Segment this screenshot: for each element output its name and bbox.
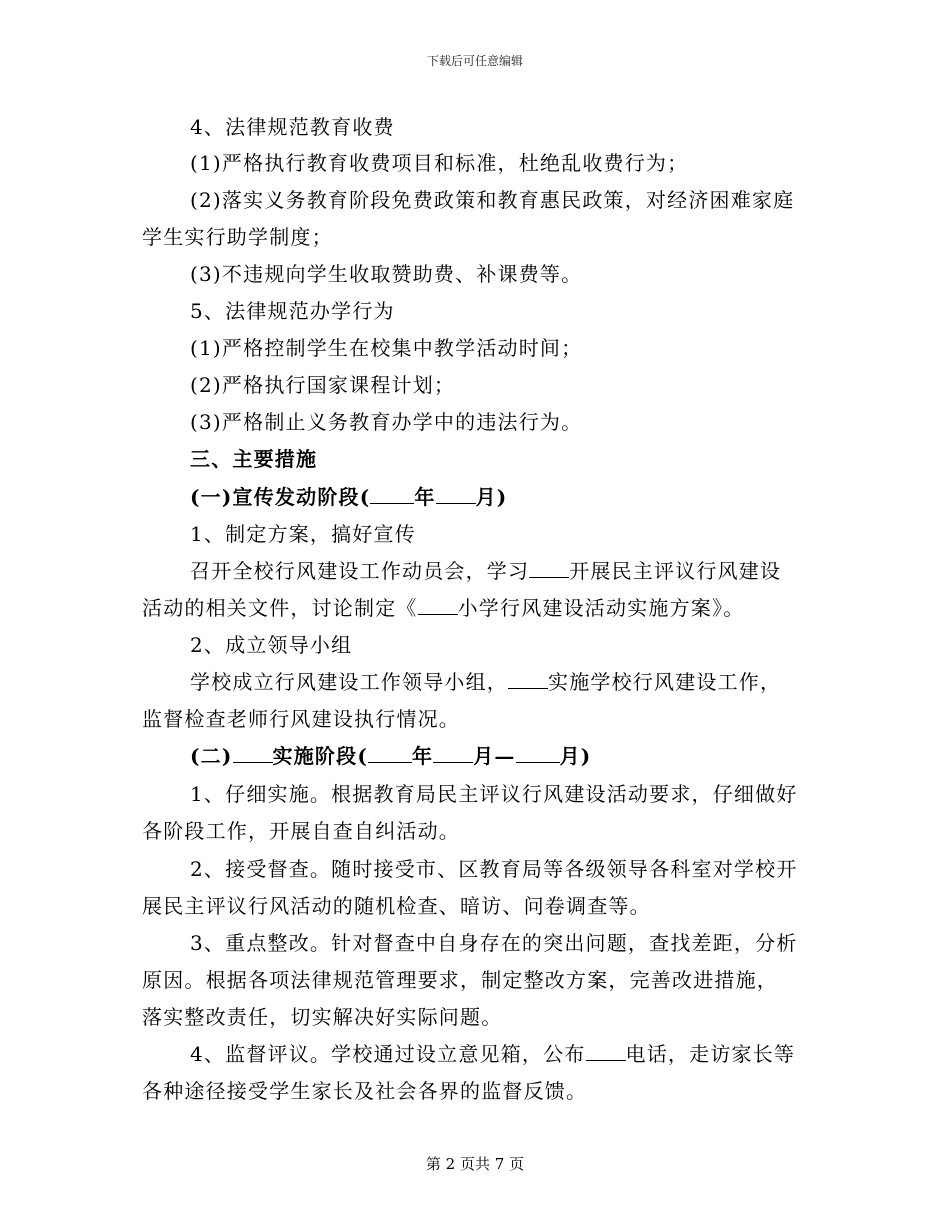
section-4-heading: 4、法律规范教育收费 [190, 115, 395, 139]
text-line: 1、仔细实施。根据教育局民主评议行风建设活动要求，仔细做好 [190, 782, 798, 806]
text-line: 3、重点整改。针对督查中自身存在的突出问题，查找差距，分析 [190, 931, 798, 955]
stage-two-heading: (二) 实施阶段( 年 月— 月) [190, 744, 592, 768]
text-line: 展民主评议行风活动的随机检查、暗访、问卷调查等。 [142, 894, 651, 918]
text-line: 1、制定方案，搞好宣传 [190, 522, 416, 546]
text-line: 学生实行助学制度； [142, 225, 333, 249]
stage-one-heading: (一)宣传发动阶段( 年 月) [190, 485, 508, 509]
text-line: (3)严格制止义务教育办学中的违法行为。 [190, 410, 583, 434]
blank-line [529, 557, 569, 578]
text-line: 活动的相关文件，讨论制定《 小学行风建设活动实施方案》。 [142, 596, 745, 620]
blank-line [370, 483, 414, 504]
text-line: 监督检查老师行风建设执行情况。 [142, 707, 460, 731]
text-line: 学校成立行风建设工作领导小组， 实施学校行风建设工作， [190, 670, 782, 694]
blank-line [436, 483, 476, 504]
text-line: 各阶段工作，开展自查自纠活动。 [142, 819, 460, 843]
text-line: 各种途径接受学生家长及社会各界的监督反馈。 [142, 1079, 588, 1103]
blank-line [586, 1040, 626, 1061]
blank-line [233, 742, 273, 763]
text-line: (2)严格执行国家课程计划； [190, 373, 456, 397]
page-header: 下载后可任意编辑 [426, 54, 523, 68]
text-line: 2、接受督查。随时接受市、区教育局等各级领导各科室对学校开 [190, 857, 798, 881]
text-line: (3)不违规向学生收取赞助费、补课费等。 [190, 262, 583, 286]
blank-line [418, 594, 458, 615]
text-line: 2、成立领导小组 [190, 633, 353, 657]
page-footer: 第 2 页共 7 页 [425, 1155, 525, 1173]
text-line: (2)落实义务教育阶段免费政策和教育惠民政策，对经济困难家庭 [190, 188, 795, 212]
text-line: 4、监督评议。学校通过设立意见箱，公布 电话，走访家长等 [190, 1042, 796, 1066]
blank-line [508, 668, 548, 689]
text-line: 落实整改责任，切实解决好实际问题。 [142, 1005, 503, 1029]
section-title-measures: 三、主要措施 [190, 447, 318, 471]
blank-line [433, 742, 473, 763]
blank-line [516, 742, 560, 763]
text-line: 原因。根据各项法律规范管理要求，制定整改方案，完善改进措施， [142, 968, 778, 992]
blank-line [368, 742, 412, 763]
text-line: 召开全校行风建设工作动员会，学习 开展民主评议行风建设 [190, 559, 782, 583]
section-5-heading: 5、法律规范办学行为 [190, 299, 395, 323]
text-line: (1)严格控制学生在校集中教学活动时间； [190, 336, 583, 360]
text-line: (1)严格执行教育收费项目和标准，杜绝乱收费行为； [190, 151, 689, 175]
